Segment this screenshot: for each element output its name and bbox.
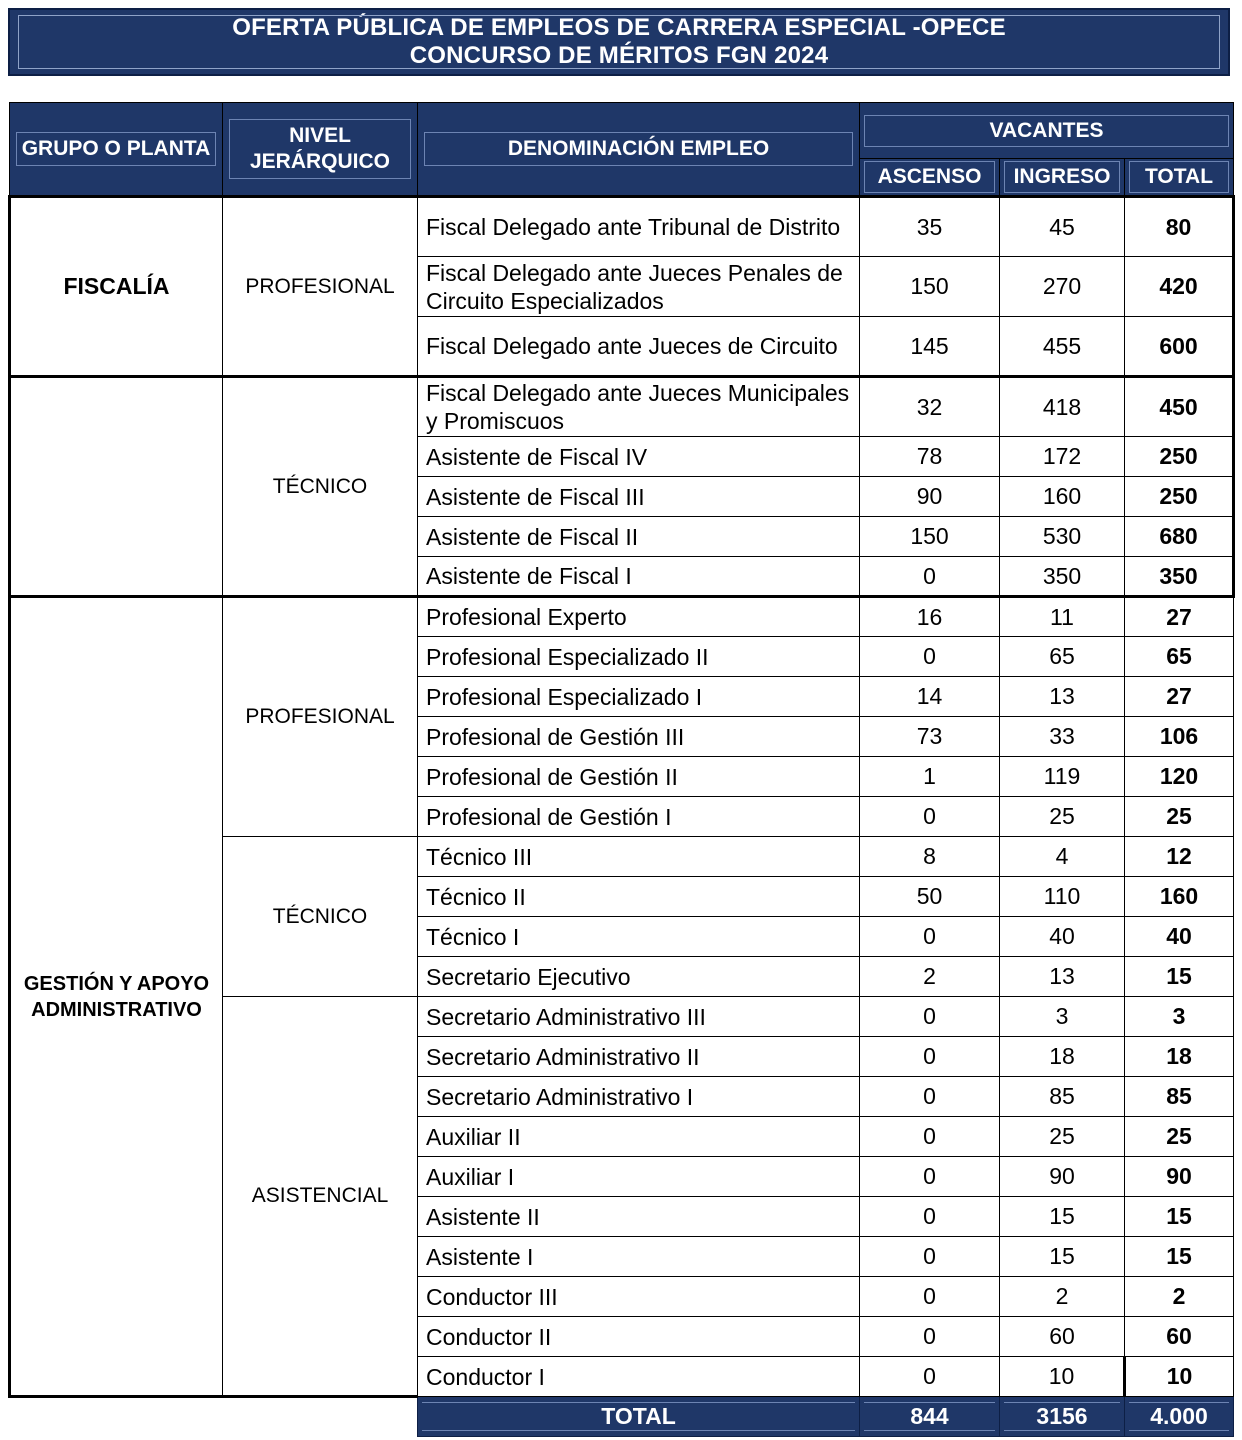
row-total: 250 (1125, 437, 1234, 477)
row-ascenso: 0 (860, 1357, 1000, 1397)
header-denominacion: DENOMINACIÓN EMPLEO (418, 103, 860, 197)
row-ingreso: 90 (1000, 1157, 1125, 1197)
row-name: Secretario Administrativo I (418, 1077, 860, 1117)
row-ascenso: 0 (860, 1197, 1000, 1237)
group-fiscalia-continued (10, 377, 223, 597)
row-total: 60 (1125, 1317, 1234, 1357)
row-ingreso: 60 (1000, 1317, 1125, 1357)
title-line-1: OFERTA PÚBLICA DE EMPLEOS DE CARRERA ESPECIAL -OPECE (232, 14, 1006, 41)
row-ascenso: 150 (860, 517, 1000, 557)
row-ascenso: 8 (860, 837, 1000, 877)
row-ascenso: 145 (860, 317, 1000, 377)
row-total: 27 (1125, 597, 1234, 637)
row-name: Secretario Administrativo III (418, 997, 860, 1037)
row-name: Asistente de Fiscal III (418, 477, 860, 517)
row-ingreso: 418 (1000, 377, 1125, 437)
row-ascenso: 0 (860, 997, 1000, 1037)
row-name: Auxiliar I (418, 1157, 860, 1197)
row-ingreso: 4 (1000, 837, 1125, 877)
row-total: 15 (1125, 957, 1234, 997)
header-nivel: NIVEL JERÁRQUICO (223, 103, 418, 197)
row-name: Asistente de Fiscal II (418, 517, 860, 557)
level-fisc-profesional: PROFESIONAL (223, 197, 418, 377)
title-banner (8, 8, 1230, 76)
total-label: TOTAL (418, 1397, 860, 1437)
row-total: 120 (1125, 757, 1234, 797)
table-row (10, 197, 1234, 257)
row-name: Auxiliar II (418, 1117, 860, 1157)
row-total: 15 (1125, 1237, 1234, 1277)
table-row (10, 377, 1234, 437)
row-ingreso: 15 (1000, 1197, 1125, 1237)
row-ascenso: 0 (860, 557, 1000, 597)
row-total: 600 (1125, 317, 1234, 377)
row-ascenso: 0 (860, 917, 1000, 957)
header-ascenso: ASCENSO (860, 159, 1000, 197)
row-ingreso: 350 (1000, 557, 1125, 597)
row-ingreso: 530 (1000, 517, 1125, 557)
header-total: TOTAL (1125, 159, 1234, 197)
row-name: Fiscal Delegado ante Jueces de Circuito (418, 317, 860, 377)
row-total: 25 (1125, 797, 1234, 837)
total-row (10, 1397, 1234, 1437)
title-line-2: CONCURSO DE MÉRITOS FGN 2024 (409, 42, 829, 69)
row-ingreso: 33 (1000, 717, 1125, 757)
row-name: Profesional de Gestión II (418, 757, 860, 797)
row-ascenso: 0 (860, 1037, 1000, 1077)
header-vacantes: VACANTES (860, 103, 1234, 159)
row-ascenso: 90 (860, 477, 1000, 517)
row-total: 90 (1125, 1157, 1234, 1197)
row-total: 85 (1125, 1077, 1234, 1117)
row-ascenso: 1 (860, 757, 1000, 797)
row-ingreso: 25 (1000, 797, 1125, 837)
level-gest-asistencial: ASISTENCIAL (223, 997, 418, 1397)
row-name: Profesional Especializado I (418, 677, 860, 717)
row-ascenso: 0 (860, 1317, 1000, 1357)
row-total: 450 (1125, 377, 1234, 437)
row-name: Asistente II (418, 1197, 860, 1237)
row-ingreso: 10 (1000, 1357, 1125, 1397)
row-ascenso: 50 (860, 877, 1000, 917)
row-name: Profesional de Gestión III (418, 717, 860, 757)
row-total: 2 (1125, 1277, 1234, 1317)
row-ingreso: 160 (1000, 477, 1125, 517)
row-ingreso: 45 (1000, 197, 1125, 257)
total-ascenso: 844 (860, 1397, 1000, 1437)
row-ingreso: 18 (1000, 1037, 1125, 1077)
row-name: Profesional de Gestión I (418, 797, 860, 837)
row-ascenso: 14 (860, 677, 1000, 717)
row-name: Secretario Ejecutivo (418, 957, 860, 997)
row-name: Asistente de Fiscal IV (418, 437, 860, 477)
row-ascenso: 0 (860, 1117, 1000, 1157)
level-gest-profesional: PROFESIONAL (223, 597, 418, 837)
row-ascenso: 0 (860, 1277, 1000, 1317)
row-total: 160 (1125, 877, 1234, 917)
row-name: Profesional Experto (418, 597, 860, 637)
row-name: Asistente de Fiscal I (418, 557, 860, 597)
row-ingreso: 2 (1000, 1277, 1125, 1317)
level-gest-tecnico: TÉCNICO (223, 837, 418, 997)
total-ingreso: 3156 (1000, 1397, 1125, 1437)
row-name: Profesional Especializado II (418, 637, 860, 677)
row-name: Fiscal Delegado ante Tribunal de Distrito (418, 197, 860, 257)
row-ingreso: 13 (1000, 957, 1125, 997)
row-ascenso: 2 (860, 957, 1000, 997)
header-grupo: GRUPO O PLANTA (10, 103, 223, 197)
vacancies-table (8, 102, 1235, 1437)
total-total: 4.000 (1125, 1397, 1234, 1437)
row-ingreso: 3 (1000, 997, 1125, 1037)
row-total: 40 (1125, 917, 1234, 957)
group-fiscalia: FISCALÍA (10, 197, 223, 377)
row-ascenso: 150 (860, 257, 1000, 317)
row-total: 15 (1125, 1197, 1234, 1237)
row-ingreso: 13 (1000, 677, 1125, 717)
row-name: Asistente I (418, 1237, 860, 1277)
row-ingreso: 455 (1000, 317, 1125, 377)
row-name: Fiscal Delegado ante Jueces Penales de Circuito Especializados (418, 257, 860, 317)
row-name: Técnico II (418, 877, 860, 917)
row-ascenso: 78 (860, 437, 1000, 477)
row-total: 18 (1125, 1037, 1234, 1077)
row-ingreso: 25 (1000, 1117, 1125, 1157)
row-name: Fiscal Delegado ante Jueces Municipales y Promiscuos (418, 377, 860, 437)
row-ingreso: 119 (1000, 757, 1125, 797)
row-ingreso: 110 (1000, 877, 1125, 917)
row-total: 65 (1125, 637, 1234, 677)
row-ingreso: 15 (1000, 1237, 1125, 1277)
row-total: 680 (1125, 517, 1234, 557)
row-ascenso: 16 (860, 597, 1000, 637)
row-name: Conductor III (418, 1277, 860, 1317)
row-ingreso: 40 (1000, 917, 1125, 957)
row-name: Conductor II (418, 1317, 860, 1357)
row-ingreso: 11 (1000, 597, 1125, 637)
row-ascenso: 0 (860, 797, 1000, 837)
row-total: 250 (1125, 477, 1234, 517)
level-fisc-tecnico: TÉCNICO (223, 377, 418, 597)
table-row (10, 597, 1234, 637)
row-ingreso: 85 (1000, 1077, 1125, 1117)
total-row-spacer (10, 1397, 418, 1437)
row-total: 12 (1125, 837, 1234, 877)
row-total: 350 (1125, 557, 1234, 597)
row-ascenso: 0 (860, 637, 1000, 677)
row-ascenso: 32 (860, 377, 1000, 437)
row-total: 10 (1125, 1357, 1234, 1397)
row-name: Conductor I (418, 1357, 860, 1397)
row-total: 27 (1125, 677, 1234, 717)
row-name: Técnico I (418, 917, 860, 957)
row-total: 420 (1125, 257, 1234, 317)
row-total: 106 (1125, 717, 1234, 757)
row-ingreso: 270 (1000, 257, 1125, 317)
group-gestion: GESTIÓN Y APOYO ADMINISTRATIVO (10, 597, 223, 1397)
header-ingreso: INGRESO (1000, 159, 1125, 197)
row-total: 25 (1125, 1117, 1234, 1157)
row-ascenso: 0 (860, 1157, 1000, 1197)
row-total: 3 (1125, 997, 1234, 1037)
row-name: Técnico III (418, 837, 860, 877)
row-total: 80 (1125, 197, 1234, 257)
row-ascenso: 73 (860, 717, 1000, 757)
row-ascenso: 0 (860, 1237, 1000, 1277)
row-ascenso: 0 (860, 1077, 1000, 1117)
row-ingreso: 65 (1000, 637, 1125, 677)
row-ingreso: 172 (1000, 437, 1125, 477)
row-ascenso: 35 (860, 197, 1000, 257)
row-name: Secretario Administrativo II (418, 1037, 860, 1077)
